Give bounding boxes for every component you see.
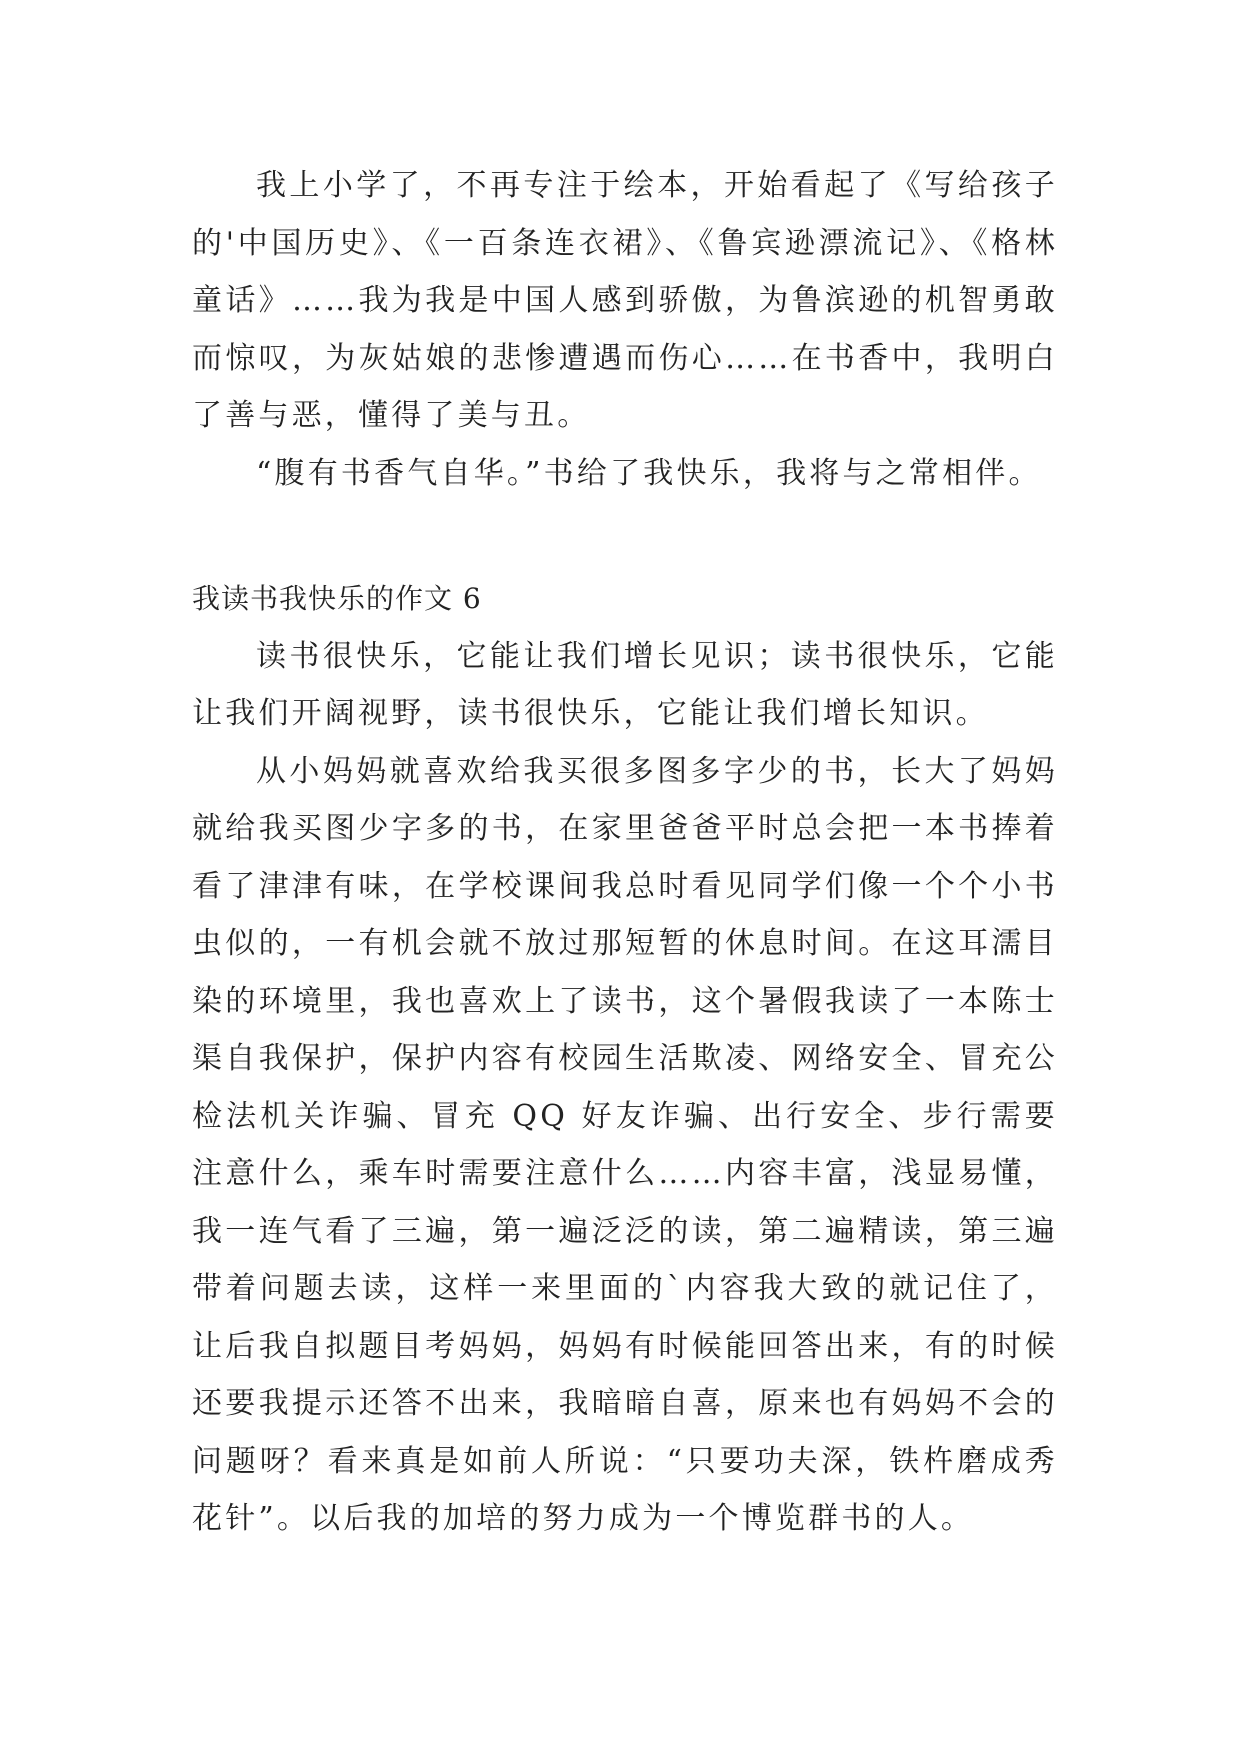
paragraph: 从小妈妈就喜欢给我买很多图多字少的书，长大了妈妈就给我买图少字多的书，在家里爸爸平时总会把一本书捧着看了津津有味，在学校课间我总时看见同学们像一个个小书虫似的，一有机会就不放过那短暂的休息时间。在这耳濡目染的环境里，我也喜欢上了读书，这个暑假我读了一本陈士渠自我保护，保护内容有校园生活欺凌、网络安全、冒充公检法机关诈骗、冒充 QQ 好友诈骗、出行安全、步行需要注意什么，乘车时需要注意什么……内容丰富，浅显易懂，我一连气看了三遍，第一遍泛泛的读，第二遍精读，第三遍带着问题去读，这样一来里面的`内容我大致的就记住了，让后我自拟题目考妈妈，妈妈有时候能回答出来，有的时候还要我提示还答不出来，我暗暗自喜，原来也有妈妈不会的问题呀？看来真是如前人所说：“只要功夫深，铁杵磨成秀花针”。以后我的加培的努力成为一个博览群书的人。: [192, 753, 1058, 1536]
paragraph: “腹有书香气自华。”书给了我快乐，我将与之常相伴。: [256, 455, 1042, 491]
essay-heading: 我读书我快乐的作文 6: [192, 582, 482, 615]
essay-part-2: [192, 570, 1058, 1548]
paragraph: 我上小学了，不再专注于绘本，开始看起了《写给孩子的'中国历史》、《一百条连衣裙》、《鲁宾逊漂流记》、《格林童话》……我为我是中国人感到骄傲，为鲁滨逊的机智勇敢而惊叹，为灰姑娘的悲惨遭遇而伤心……在书香中，我明白了善与恶，懂得了美与丑。: [192, 168, 1058, 433]
paragraph: 读书很快乐，它能让我们增长见识；读书很快乐，它能让我们开阔视野，读书很快乐，它能让我们增长知识。: [192, 638, 1058, 731]
essay-part-1: [192, 157, 1058, 502]
